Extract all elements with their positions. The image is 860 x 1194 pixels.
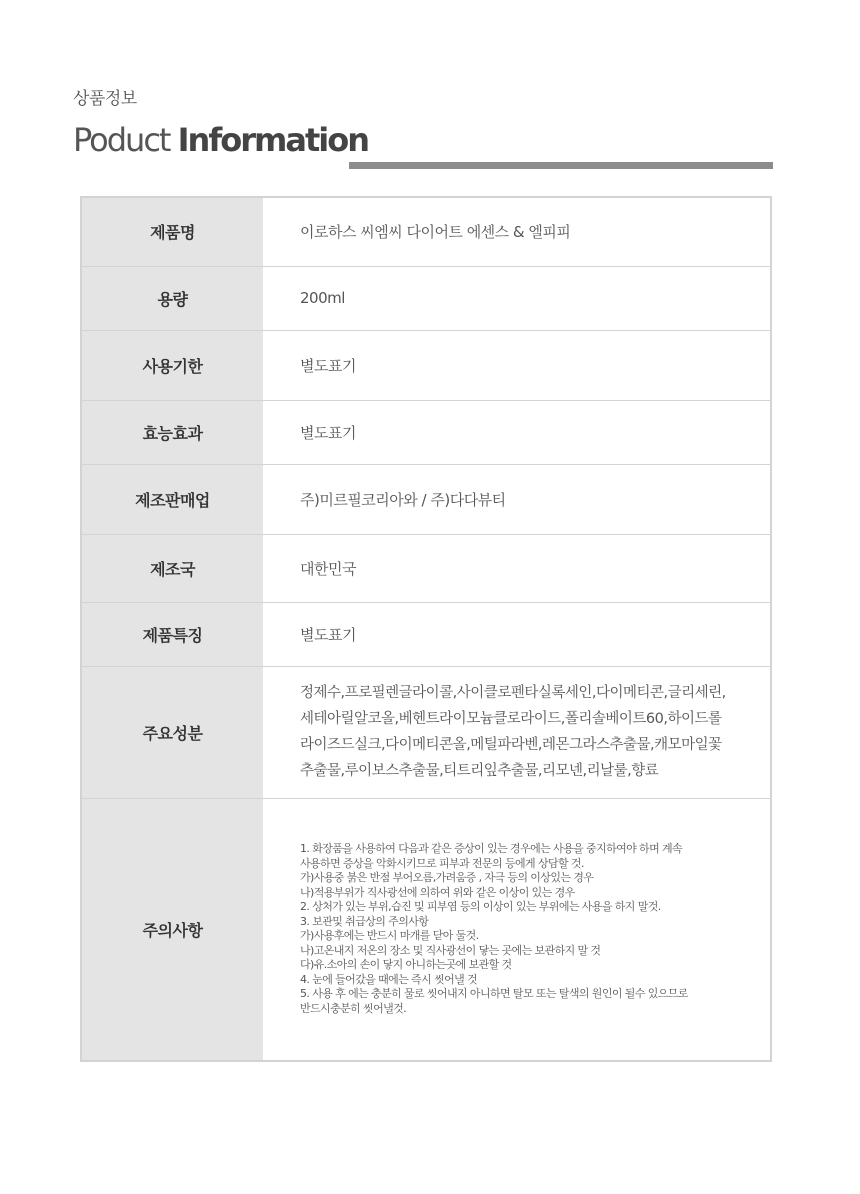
table-row (82, 534, 770, 602)
ingredients-line: 세테아릴알코올,베헨트라이모늄클로라이드,폴리솔베이트60,하이드롤 (300, 711, 722, 727)
caution-line: 3. 보관및 취급상의 주의사항 (300, 914, 429, 928)
row-label: 사용기한 (82, 330, 263, 400)
row-value: 주)미르필코리아와 / 주)다다뷰티 (263, 464, 770, 534)
section-header (73, 84, 773, 163)
caution-line: 가)사용후에는 반드시 마개를 닫아 둘것. (300, 929, 479, 943)
ingredients-label: 주요성분 (82, 666, 263, 798)
ingredients-line: 정제수,프로필렌글라이콜,사이클로펜타실록세인,다이메티콘,글리세린, (300, 685, 726, 701)
row-value: 200ml (263, 266, 770, 330)
table-row (82, 198, 770, 266)
row-value: 별도표기 (263, 602, 770, 666)
row-label: 효능효과 (82, 400, 263, 464)
title-divider (349, 162, 773, 169)
caution-line: 다)유.소아의 손이 닿지 아니하는곳에 보관할 것 (300, 958, 512, 972)
table-row-ingredients (82, 666, 770, 798)
caution-line: 사용하면 증상을 악화시키므로 피부과 전문의 등에게 상담할 것. (300, 856, 584, 870)
section-title-light: Poduct (73, 121, 178, 159)
row-label: 제조국 (82, 534, 263, 602)
caution-line: 가)사용중 붉은 반점 부어오름,가려움증 , 자극 등의 이상있는 경우 (300, 871, 594, 885)
ingredients-line: 라이즈드실크,다이메티콘올,메틸파라벤,레몬그라스추출물,캐모마일꽃 (300, 737, 722, 753)
caution-line: 4. 눈에 들어갔을 때에는 즉시 씻어낼 것 (300, 972, 478, 986)
section-title-row (73, 117, 773, 163)
section-subtitle: 상품정보 (73, 89, 137, 109)
row-value: 이로하스 씨엠씨 다이어트 에센스 & 엘피피 (263, 198, 770, 266)
table-row (82, 602, 770, 666)
caution-line: 2. 상처가 있는 부위,습진 및 피부염 등의 이상이 있는 부위에는 사용을 하지 말것. (300, 900, 661, 914)
table-row (82, 400, 770, 464)
table-row (82, 266, 770, 330)
row-label: 용량 (82, 266, 263, 330)
row-value: 별도표기 (263, 330, 770, 400)
section-title-bold: Information (177, 121, 368, 159)
cautions-label: 주의사항 (82, 798, 263, 1060)
caution-line: 나)고온내지 저온의 장소 및 직사광선이 닿는 곳에는 보관하지 말 것 (300, 943, 601, 957)
table-row (82, 330, 770, 400)
row-label: 제품명 (82, 198, 263, 266)
row-label: 제품특징 (82, 602, 263, 666)
caution-line: 반드시충분히 씻어낼것. (300, 1001, 407, 1015)
caution-line: 나)적용부위가 직사광선에 의하여 위와 같은 이상이 있는 경우 (300, 885, 575, 899)
ingredients-line: 추출물,루이보스추출물,티트리잎추출물,리모넨,리날룰,향료 (300, 763, 659, 779)
row-value: 대한민국 (263, 534, 770, 602)
table-row-cautions (82, 798, 770, 1060)
cautions-value (263, 798, 770, 1060)
caution-line: 1. 화장품을 사용하여 다음과 같은 증상이 있는 경우에는 사용을 중지하여야 하며 계속 (300, 842, 683, 856)
table-row (82, 464, 770, 534)
caution-line: 5. 사용 후 에는 충분히 물로 씻어내지 아니하면 탈모 또는 탈색의 원인이 될수 있으므로 (300, 987, 688, 1001)
product-info-table (80, 196, 772, 1062)
section-title (73, 117, 368, 163)
row-label: 제조판매업 (82, 464, 263, 534)
ingredients-value (263, 666, 770, 798)
row-value: 별도표기 (263, 400, 770, 464)
